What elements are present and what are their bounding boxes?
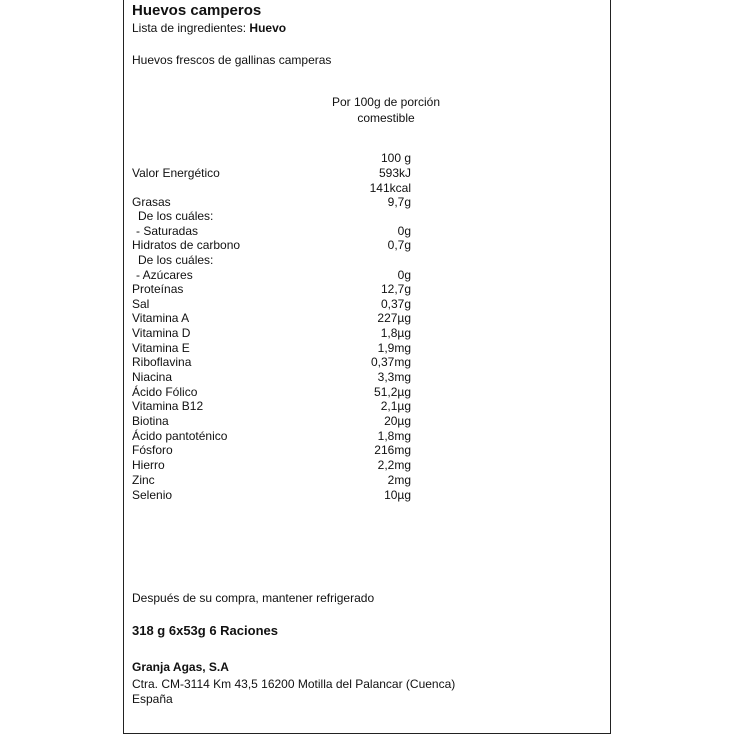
nutrient-value: 100 g — [380, 151, 411, 165]
nutrition-row — [0, 181, 735, 196]
nutrition-row — [0, 488, 735, 503]
nutrient-name: Vitamina E — [132, 341, 190, 355]
nutrition-row — [0, 253, 735, 268]
ingredients-value: Huevo — [249, 21, 287, 35]
nutrient-name: Grasas — [132, 195, 171, 209]
nutrient-value: 10µg — [384, 488, 411, 502]
nutrient-value: 0,37mg — [370, 355, 411, 369]
nutrient-name: Valor Energético — [132, 166, 220, 180]
nutrient-name: Zinc — [132, 473, 155, 487]
nutrient-value: 9,7g — [387, 195, 411, 209]
nutrition-row — [0, 355, 735, 370]
nutrition-row — [0, 443, 735, 458]
nutrition-row — [0, 385, 735, 400]
nutrient-name: De los cuáles: — [138, 209, 214, 223]
nutrition-row — [0, 209, 735, 224]
nutrient-value: 2,1µg — [380, 399, 411, 413]
storage-instructions: Después de su compra, mantener refrigerado — [132, 591, 375, 605]
nutrient-name: Vitamina D — [132, 326, 191, 340]
nutrient-name: De los cuáles: — [138, 253, 214, 267]
nutrition-row — [0, 268, 735, 283]
nutrient-value: 2,2mg — [377, 458, 411, 472]
nutrient-name: Fósforo — [132, 443, 173, 457]
manufacturer-country: España — [132, 692, 173, 706]
nutrition-row — [0, 399, 735, 414]
nutrient-value: 216mg — [374, 443, 411, 457]
nutrition-row — [0, 166, 735, 181]
nutrient-name: Riboflavina — [132, 355, 192, 369]
nutrition-row — [0, 282, 735, 297]
nutrient-value: 227µg — [377, 311, 411, 325]
nutrition-row — [0, 473, 735, 488]
nutrient-value: 1,8µg — [380, 326, 411, 340]
ingredients-line — [132, 21, 286, 35]
nutrient-value: 1,9mg — [377, 341, 411, 355]
nutrition-row — [0, 341, 735, 356]
nutrient-name: Niacina — [132, 370, 173, 384]
nutrient-value: 20µg — [384, 414, 411, 428]
nutrient-name: Hidratos de carbono — [132, 238, 241, 252]
nutrient-value: 0g — [397, 224, 411, 238]
nutrient-value: 593kJ — [378, 166, 411, 180]
nutrient-value: 0g — [397, 268, 411, 282]
nutrient-name: Biotina — [132, 414, 169, 428]
product-description: Huevos frescos de gallinas camperas — [132, 53, 332, 67]
nutrition-row — [0, 238, 735, 253]
nutrient-name: Selenio — [132, 488, 173, 502]
nutrient-name: Vitamina A — [132, 311, 190, 325]
nutrition-row — [0, 311, 735, 326]
nutrition-row — [0, 297, 735, 312]
manufacturer-address: Ctra. CM-3114 Km 43,5 16200 Motilla del Palancar (Cuenca) — [132, 677, 456, 691]
nutrient-name: Sal — [132, 297, 150, 311]
nutrition-row — [0, 370, 735, 385]
nutrient-value: 3,3mg — [377, 370, 411, 384]
nutrient-name: - Saturadas — [136, 224, 199, 238]
nutrition-row — [0, 224, 735, 239]
ingredients-label: Lista de ingredientes: — [132, 21, 247, 35]
nutrient-value: 1,8mg — [377, 429, 411, 443]
nutrition-row — [0, 326, 735, 341]
nutrient-value: 2mg — [387, 473, 411, 487]
nutrient-value: 0,7g — [387, 238, 411, 252]
nutrition-row — [0, 414, 735, 429]
nutrition-row — [0, 151, 735, 166]
manufacturer-name: Granja Agas, S.A — [132, 660, 229, 674]
nutrient-value: 0,37g — [380, 297, 411, 311]
nutrient-value: 141kcal — [369, 181, 411, 195]
nutrition-row — [0, 429, 735, 444]
nutrient-name: Ácido Fólico — [132, 385, 198, 399]
nutrition-row — [0, 458, 735, 473]
column-header-line1: Por 100g de porción — [331, 95, 441, 109]
column-header-line2: comestible — [357, 111, 415, 125]
nutrient-name: Vitamina B12 — [132, 399, 204, 413]
nutrient-name: Ácido pantoténico — [132, 429, 228, 443]
nutrition-column-header — [316, 94, 456, 126]
nutrition-row — [0, 195, 735, 210]
product-title: Huevos camperos — [132, 2, 262, 19]
net-weight: 318 g 6x53g 6 Raciones — [132, 623, 278, 638]
nutrient-name: Proteínas — [132, 282, 184, 296]
nutrient-value: 12,7g — [380, 282, 411, 296]
nutrient-name: Hierro — [132, 458, 165, 472]
nutrient-name: - Azúcares — [136, 268, 193, 282]
nutrient-value: 51,2µg — [374, 385, 411, 399]
